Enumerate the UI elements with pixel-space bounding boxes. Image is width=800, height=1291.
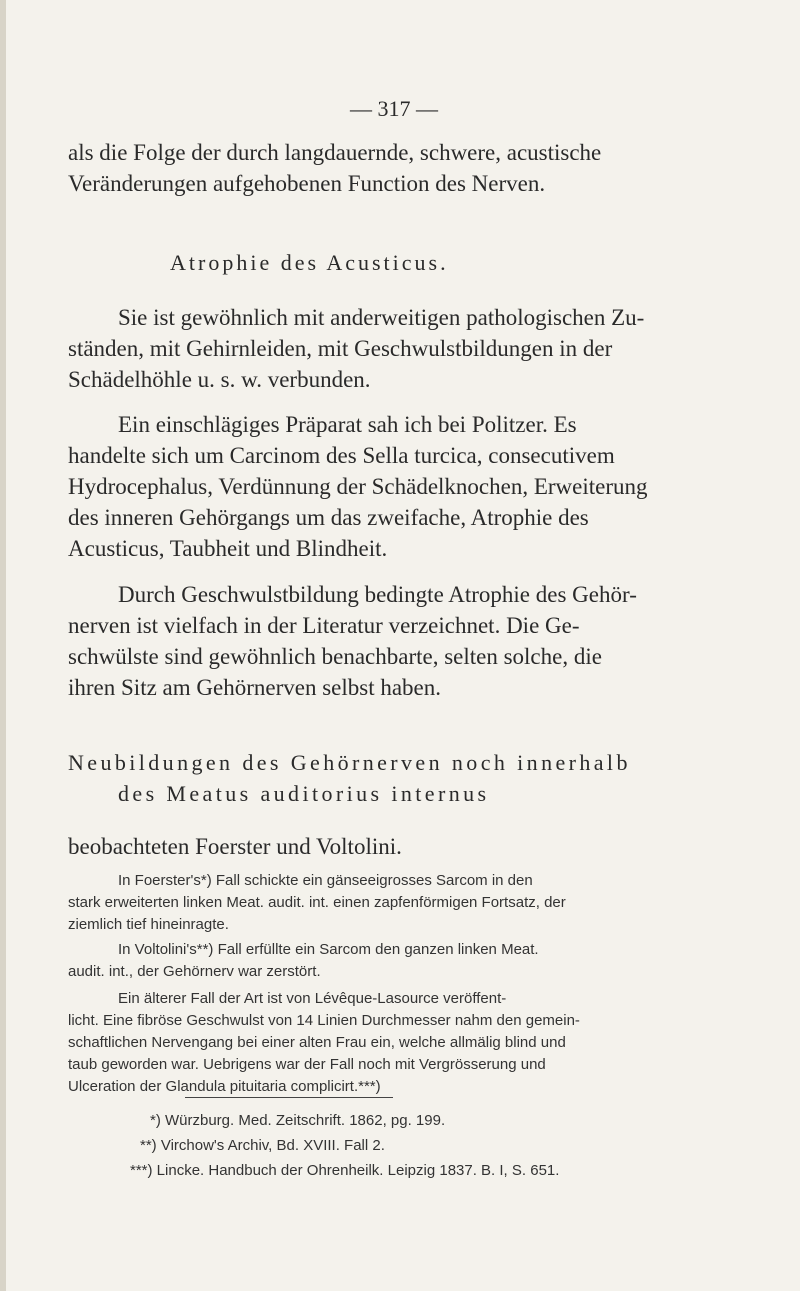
section-heading: Atrophie des Acusticus.	[170, 250, 449, 275]
footnote-divider	[185, 1097, 393, 1098]
paragraph-line: Acusticus, Taubheit und Blindheit.	[68, 536, 388, 561]
paragraph-line: handelte sich um Carcinom des Sella turcica, consecutivem	[68, 443, 615, 468]
footnote: **) Virchow's Archiv, Bd. XVIII. Fall 2.	[140, 1137, 385, 1154]
small-print-line: taub geworden war. Uebrigens war der Fall noch mit Vergrösserung und	[68, 1056, 546, 1073]
section-heading: des Meatus auditorius internus	[118, 781, 490, 806]
small-print-line: ziemlich tief hineinragte.	[68, 916, 229, 933]
small-print-line: schaftlichen Nervengang bei einer alten Frau ein, welche allmälig blind und	[68, 1034, 566, 1051]
small-print-line: licht. Eine fibröse Geschwulst von 14 Linien Durchmesser nahm den gemein-	[68, 1012, 580, 1029]
small-print-line: Ein älterer Fall der Art ist von Lévêque-Lasource veröffent-	[118, 990, 507, 1007]
intro-line: als die Folge der durch langdauernde, schwere, acustische	[68, 140, 602, 165]
paragraph-line: Hydrocephalus, Verdünnung der Schädelknochen, Erweiterung	[68, 474, 648, 499]
footnote: *) Würzburg. Med. Zeitschrift. 1862, pg. 199.	[150, 1112, 446, 1129]
paragraph-line: ständen, mit Gehirnleiden, mit Geschwulstbildungen in der	[68, 336, 613, 361]
page-edge	[0, 0, 6, 1291]
intro-line: Veränderungen aufgehobenen Function des Nerven.	[68, 171, 546, 196]
section-heading: Neubildungen des Gehörnerven noch innerhalb	[68, 750, 631, 775]
footnote: ***) Lincke. Handbuch der Ohrenheilk. Leipzig 1837. B. I, S. 651.	[130, 1162, 560, 1179]
paragraph-line: schwülste sind gewöhnlich benachbarte, selten solche, die	[68, 644, 602, 669]
paragraph-line: Ein einschlägiges Präparat sah ich bei Politzer. Es	[118, 412, 577, 437]
paragraph-line: Schädelhöhle u. s. w. verbunden.	[68, 367, 371, 392]
paragraph-line: Sie ist gewöhnlich mit anderweitigen pathologischen Zu-	[118, 305, 645, 330]
page-number: — 317 —	[350, 96, 438, 121]
paragraph-line: des inneren Gehörgangs um das zweifache, Atrophie des	[68, 505, 589, 530]
paragraph-line: Durch Geschwulstbildung bedingte Atrophie des Gehör-	[118, 582, 637, 607]
paragraph-line: nerven ist vielfach in der Literatur verzeichnet. Die Ge-	[68, 613, 580, 638]
small-print-line: stark erweiterten linken Meat. audit. int. einen zapfenförmigen Fortsatz, der	[68, 894, 566, 911]
paragraph-line: ihren Sitz am Gehörnerven selbst haben.	[68, 675, 441, 700]
small-print-line: audit. int., der Gehörnerv war zerstört.	[68, 963, 321, 980]
small-print-line: Ulceration der Glandula pituitaria complicirt.***)	[68, 1078, 381, 1095]
observers-line: beobachteten Foerster und Voltolini.	[68, 834, 402, 859]
small-print-line: In Voltolini's**) Fall erfüllte ein Sarcom den ganzen linken Meat.	[118, 941, 539, 958]
small-print-line: In Foerster's*) Fall schickte ein gänseeigrosses Sarcom in den	[118, 872, 533, 889]
